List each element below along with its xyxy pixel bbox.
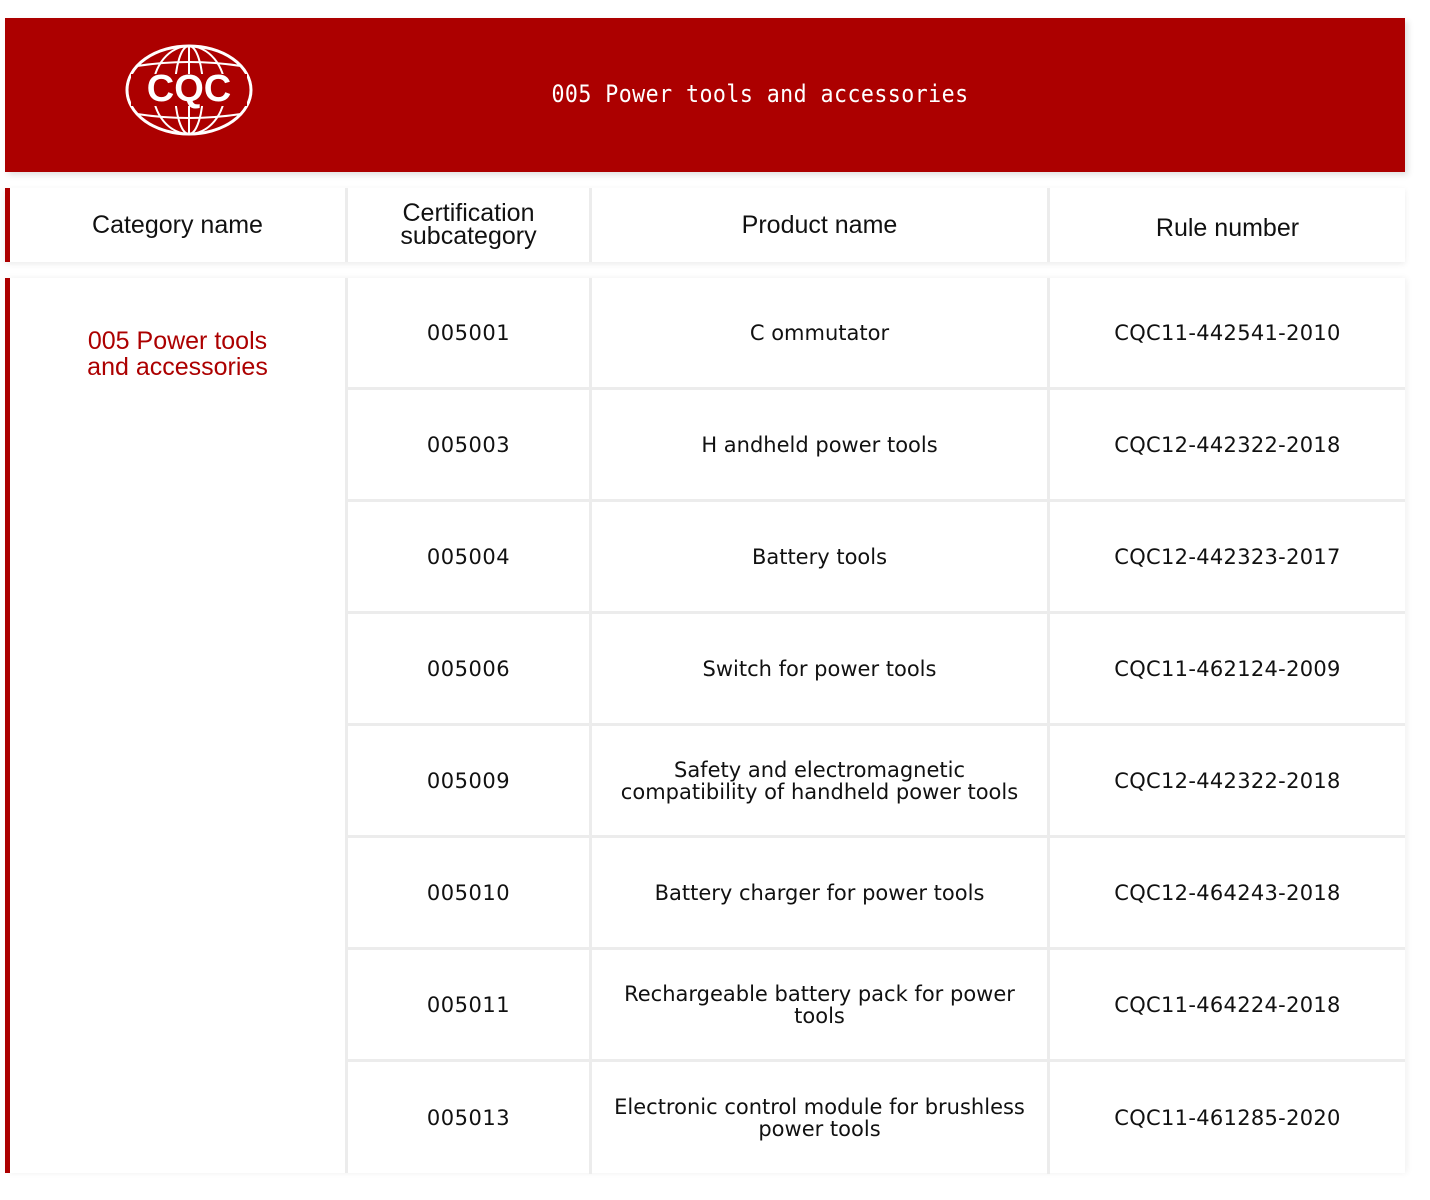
header-certification-subcategory-label: Certification subcategory — [400, 199, 537, 250]
rule-number-cell: CQC12-464243-2018 — [1114, 880, 1341, 905]
table-row — [348, 726, 1405, 838]
product-name-cell: Rechargeable battery pack for power tools — [592, 950, 1050, 1059]
rule-number-cell: CQC11-464224-2018 — [1114, 992, 1341, 1017]
table-row — [348, 1062, 1405, 1174]
table-rows — [348, 278, 1405, 1174]
subcategory-cell: 005011 — [348, 950, 592, 1059]
header-category-name: Category name — [10, 188, 348, 262]
rule-number-cell: CQC11-462124-2009 — [1114, 656, 1341, 681]
product-name-cell: Safety and electromagnetic compatibility of handheld power tools — [592, 726, 1050, 835]
header-banner — [5, 18, 1405, 172]
rule-number-cell: CQC11-442541-2010 — [1114, 320, 1341, 345]
product-name-cell: Electronic control module for brushless power tools — [592, 1062, 1050, 1174]
subcategory-cell: 005004 — [348, 502, 592, 611]
subcategory-cell: 005010 — [348, 838, 592, 947]
subcategory-cell: 005013 — [348, 1062, 592, 1174]
rule-number-cell: CQC12-442322-2018 — [1114, 432, 1341, 457]
product-name-cell: Switch for power tools — [592, 614, 1050, 723]
table-row — [348, 390, 1405, 502]
rule-number-cell: CQC12-442323-2017 — [1114, 544, 1341, 569]
category-column — [10, 278, 348, 1173]
header-product-name: Product name — [592, 188, 1050, 262]
header-rule-number: Rule number — [1155, 213, 1300, 242]
table-row — [348, 614, 1405, 726]
table-row — [348, 950, 1405, 1062]
table-body — [5, 278, 1405, 1173]
header-certification-subcategory — [348, 188, 592, 262]
table-row — [348, 502, 1405, 614]
table-header — [5, 188, 1405, 262]
rule-number-cell: CQC11-461285-2020 — [1114, 1106, 1341, 1130]
rule-number-cell: CQC12-442322-2018 — [1114, 768, 1341, 793]
category-name: 005 Power tools and accessories — [87, 327, 268, 381]
subcategory-cell: 005001 — [348, 278, 592, 387]
subcategory-cell: 005009 — [348, 726, 592, 835]
table-row — [348, 278, 1405, 390]
subcategory-cell: 005003 — [348, 390, 592, 499]
subcategory-cell: 005006 — [348, 614, 592, 723]
product-name-cell: C ommutator — [592, 278, 1050, 387]
page-title: 005 Power tools and accessories — [551, 80, 969, 108]
product-name-cell: Battery tools — [592, 502, 1050, 611]
product-name-cell: Battery charger for power tools — [592, 838, 1050, 947]
product-name-cell: H andheld power tools — [592, 390, 1050, 499]
logo-text: CQC — [146, 68, 232, 110]
table-row — [348, 838, 1405, 950]
